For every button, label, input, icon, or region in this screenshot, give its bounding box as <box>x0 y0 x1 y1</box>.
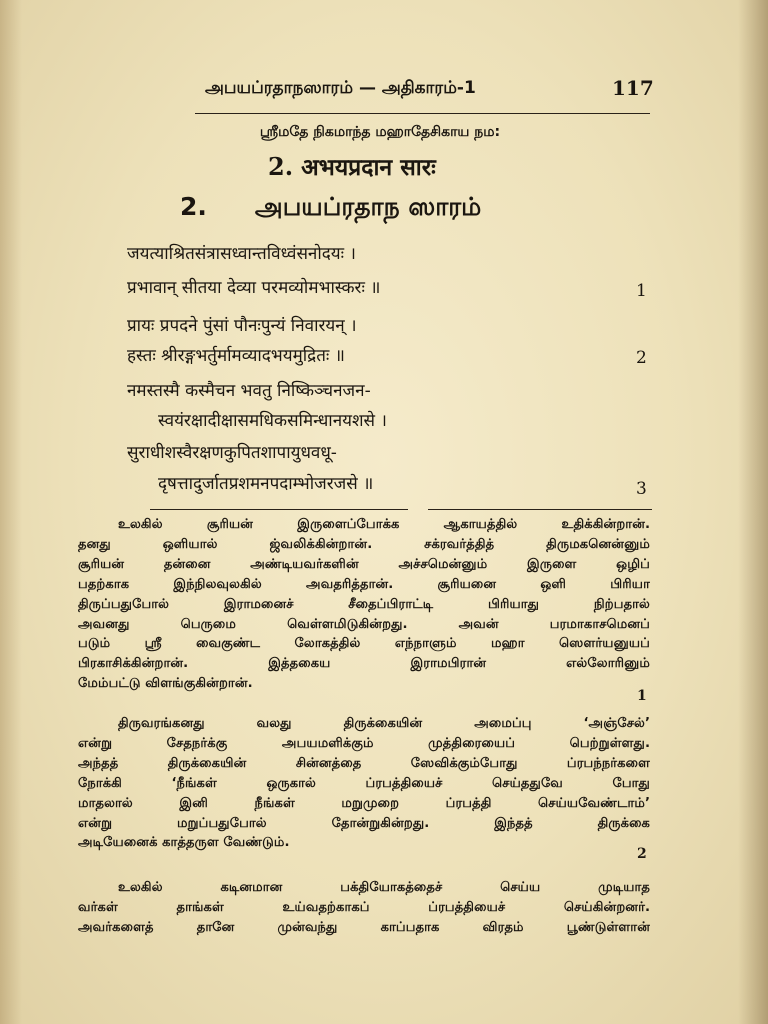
commentary-number: 1 <box>637 688 647 704</box>
running-header: அபயப்ரதாநஸாரம் — அதிகாரம்-1 <box>205 78 476 98</box>
header-rule <box>195 113 650 114</box>
verse-line: स्वयंरक्षादीक्षासमधिकसमिन्धानयशसे । <box>158 411 387 431</box>
commentary-line: வர்கள் தாங்கள் உய்வதற்காகப் ப்ரபத்தியைச் செய்கின்றனர். <box>78 899 650 915</box>
verse-line: सुराधीशस्वैरक्षणकुपितशापायुधवधू- <box>127 443 337 463</box>
section-rule-right <box>428 509 652 510</box>
commentary-line: என்று மறுப்பதுபோல் தோன்றுகின்றது. இந்தத் திருக்கை <box>78 815 650 831</box>
commentary-line: மேம்பட்டு விளங்குகின்றான். <box>78 676 253 692</box>
verse-number: 2 <box>636 348 647 368</box>
commentary-line: உலகில் கடினமான பக்தியோகத்தைச் செய்ய முடியாத <box>118 880 650 895</box>
commentary-line: திருவரங்கனது வலது திருக்கையின் அமைப்பு ‘அஞ்சேல்’ <box>118 716 650 731</box>
page-edge-shadow-right <box>738 0 768 1024</box>
verse-line: जयत्याश्रितसंत्रासध्वान्तविध्वंसनोदयः । <box>127 244 356 264</box>
commentary-line: திருப்பதுபோல் இராமனைச் சீதைப்பிராட்டி பிரியாது நிற்பதால் <box>78 596 650 612</box>
section-rule-left <box>150 509 408 510</box>
commentary-paragraph-2 <box>78 714 650 853</box>
title-tamil <box>180 192 600 225</box>
verse-line: दृषत्तादुर्जातप्रशमनपदाम्भोजरजसे ॥ <box>158 474 374 494</box>
commentary-line: அவர்களைத் தானே முன்வந்து காப்பதாக விரதம் பூண்டுள்ளான் <box>78 919 650 935</box>
commentary-line: என்று சேதநர்க்கு அபயமளிக்கும் முத்திரையைப் பெற்றுள்ளது. <box>78 735 650 751</box>
title-sanskrit <box>268 150 436 182</box>
verse-line: प्रायः प्रपदने पुंसां पौनःपुन्यं निवारयन् । <box>127 316 357 336</box>
commentary-line: அந்தத் திருக்கையின் சின்னத்தை ஸேவிக்கும்போது ப்ரபந்நர்களை <box>78 755 650 771</box>
verse-line: प्रभावान् सीतया देव्या परमव्योमभास्करः ॥ <box>127 278 381 298</box>
verse-line: हस्तः श्रीरङ्गभर्तुर्मामव्यादभयमुद्रितः ॥ <box>127 346 345 366</box>
commentary-line: பதற்காக இந்நிலவுலகில் அவதரித்தான். சூரியனை ஒளி பிரியா <box>78 576 650 592</box>
title-sanskrit-number: 2. <box>268 152 294 181</box>
invocation-line: ஸ்ரீமதே நிகமாந்த மஹாதேசிகாய நம: <box>259 124 501 140</box>
commentary-line: தனது ஒளியால் ஜ்வலிக்கின்றான். சக்ரவர்த்தித் திருமகனென்னும் <box>78 536 650 552</box>
title-tamil-text: அபயப்ரதாந ஸாரம் <box>254 192 482 221</box>
commentary-line: நோக்கி ‘நீங்கள் ஒருகால் ப்ரபத்தியைச் செய்ததுவே போது <box>78 775 650 791</box>
commentary-paragraph-3 <box>78 878 650 938</box>
commentary-line: சூரியன் தன்னை அண்டியவர்களின் அச்சமென்னும் இருளை ஒழிப் <box>78 556 650 572</box>
commentary-line: உலகில் சூரியன் இருளைப்போக்க ஆகாயத்தில் உதிக்கின்றான். <box>118 517 650 532</box>
commentary-number: 2 <box>637 846 647 862</box>
page-edge-shadow-left <box>0 0 22 1024</box>
commentary-line: அவனது பெருமை வெள்ளமிடுகின்றது. அவன் பரமாகாசமெனப் <box>78 616 650 632</box>
commentary-line: மாதலால் இனி நீங்கள் மறுமுறை ப்ரபத்தி செய்யவேண்டாம்’ <box>78 795 650 811</box>
verse-line: नमस्तस्मै कस्मैचन भवतु निष्किञ्चनजन- <box>127 381 371 401</box>
page-number: 117 <box>612 76 654 100</box>
commentary-paragraph-1 <box>78 515 650 694</box>
commentary-line: பிரகாசிக்கின்றான். இத்தகைய இராமபிரான் எல்லோரினும் <box>78 656 650 672</box>
title-tamil-number: 2. <box>180 192 207 221</box>
verse-number: 3 <box>636 479 647 499</box>
title-sanskrit-text: अभयप्रदान सारः <box>301 155 436 181</box>
commentary-line: அடியேனைக் காத்தருள வேண்டும். <box>78 835 290 851</box>
commentary-line: படும் ஸ்ரீ வைகுண்ட லோகத்தில் எந்நாளும் மஹா ஸௌர்யனுயப் <box>78 636 650 652</box>
verse-number: 1 <box>636 281 647 301</box>
